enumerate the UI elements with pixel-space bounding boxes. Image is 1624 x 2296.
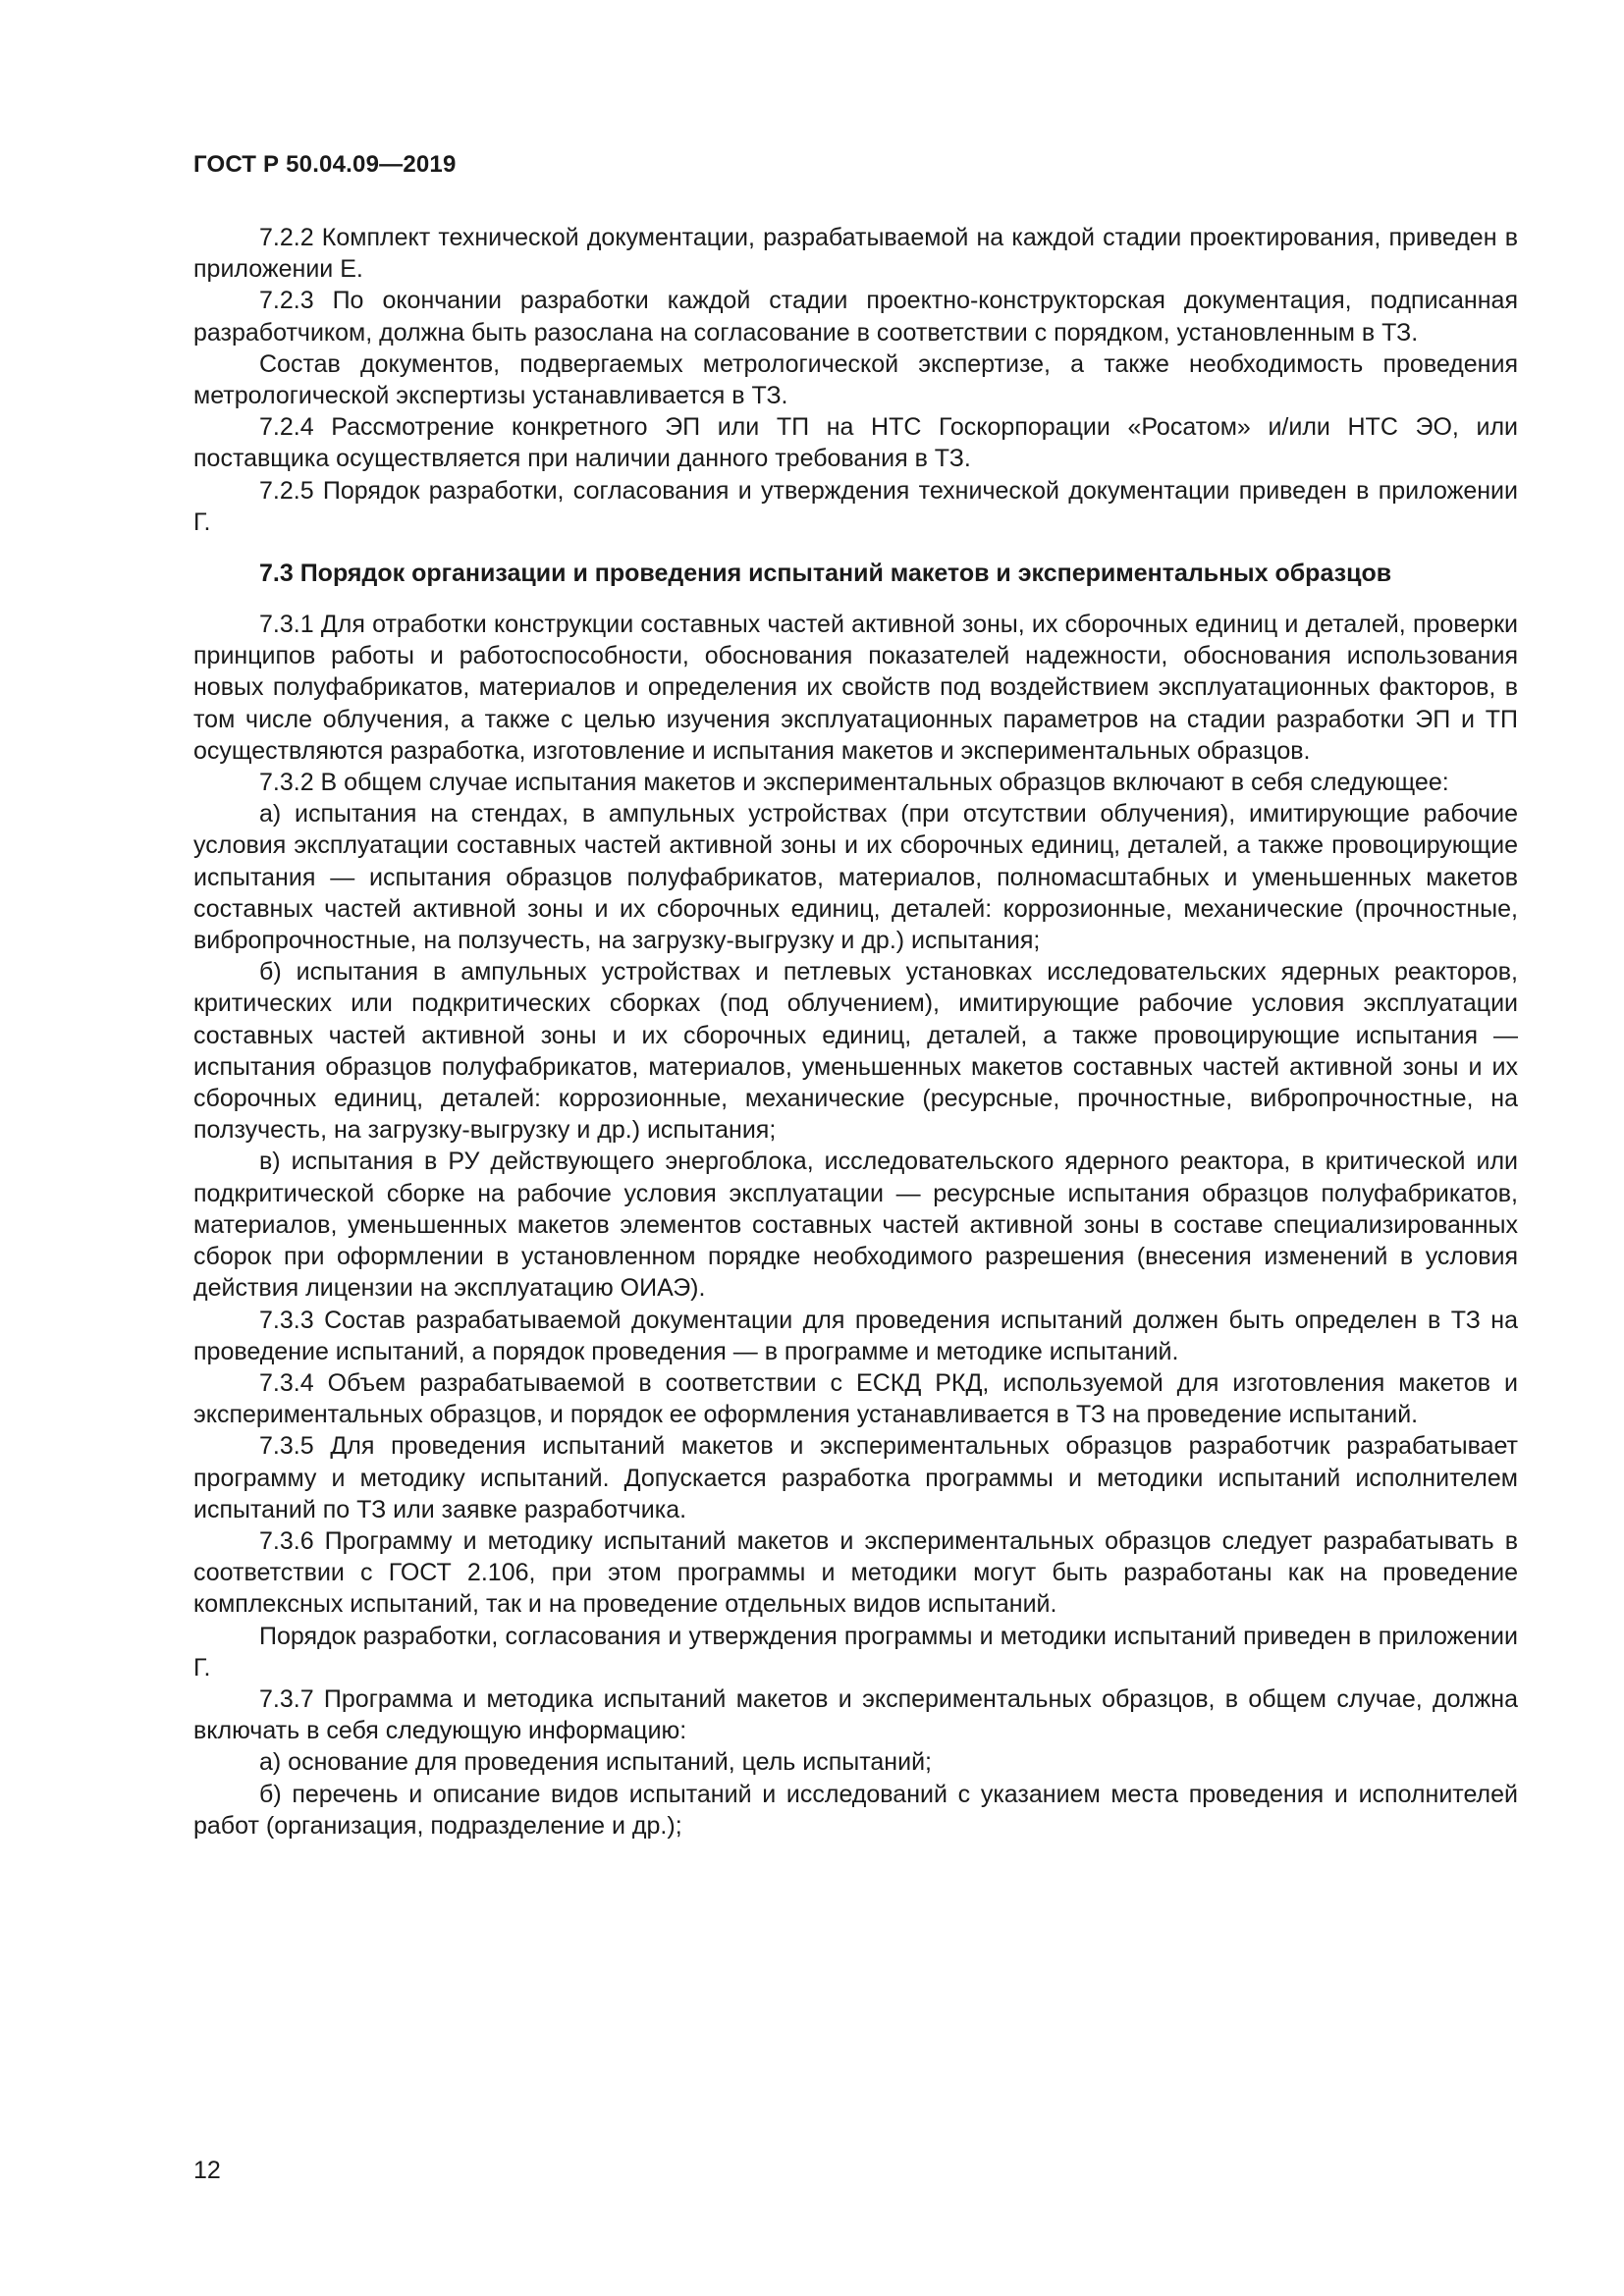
list-item-a-basis: а) основание для проведения испытаний, цель испытаний;: [259, 1748, 932, 1777]
paragraph-7-3-3: 7.3.3 Состав разрабатываемой документации для проведения испытаний должен быть определен в ТЗ на проведение испытаний, а порядок проведения — в программе и методике испытаний.: [193, 1306, 1518, 1365]
paragraph-metrological-expertise: Состав документов, подвергаемых метрологической экспертизе, а также необходимость проведения метрологической экспертизы устанавливается в ТЗ.: [193, 349, 1518, 410]
paragraph-7-2-5: 7.2.5 Порядок разработки, согласования и утверждения технической документации приведен в приложении Г.: [193, 476, 1518, 536]
paragraph-7-2-4: 7.2.4 Рассмотрение конкретного ЭП или ТП на НТС Госкорпорации «Росатом» и/или НТС ЭО, или поставщика осуществляется при наличии данного требования в ТЗ.: [193, 413, 1518, 473]
list-item-v-reactor-tests: в) испытания в РУ действующего энергоблока, исследовательского ядерного реактора, в критической или подкритической сборке на рабочие условия эксплуатации — ресурсные испытания образцов полуфабрикатов, материалов, уменьшенных макетов элементов составных частей активной зоны в составе специализированных сборок при оформлении в установленном порядке необходимого разрешения (внесения изменений в условия действия лицензии на эксплуатацию ОИАЭ).: [193, 1148, 1518, 1303]
list-item-b-test-types: б) перечень и описание видов испытаний и исследований с указанием места проведения и исполнителей работ (организация, подразделение и др.);: [193, 1780, 1518, 1840]
document-body: [193, 222, 1518, 1842]
paragraph-7-2-3: 7.2.3 По окончании разработки каждой стадии проектно-конструкторская документация, подписанная разработчиком, должна быть разослана на согласование в соответствии с порядком, установленным в ТЗ.: [193, 287, 1518, 347]
paragraph-7-3-1: 7.3.1 Для отработки конструкции составных частей активной зоны, их сборочных единиц и деталей, проверки принципов работы и работоспособности, обоснования показателей надежности, обоснования использования новых полуфабрикатов, материалов и определения их свойств под воздействием эксплуатационных факторов, в том числе облучения, а также с целью изучения эксплуатационных параметров на стадии разработки ЭП и ТП осуществляются разработка, изготовление и испытания макетов и экспериментальных образцов.: [193, 611, 1518, 765]
page-number: 12: [193, 2157, 221, 2184]
paragraph-program-procedure: Порядок разработки, согласования и утверждения программы и методики испытаний приведен в приложении Г.: [193, 1622, 1518, 1682]
paragraph-7-3-6: 7.3.6 Программу и методику испытаний макетов и экспериментальных образцов следует разрабатывать в соответствии с ГОСТ 2.106, при этом программы и методики могут быть разработаны как на проведение комплексных испытаний, так и на проведение отдельных видов испытаний.: [193, 1526, 1518, 1619]
paragraph-7-3-7: 7.3.7 Программа и методика испытаний макетов и экспериментальных образцов, в общем случае, должна включать в себя следующую информацию:: [193, 1684, 1518, 1745]
paragraph-7-3-2: 7.3.2 В общем случае испытания макетов и экспериментальных образцов включают в себя следующее:: [259, 769, 1449, 797]
paragraph-7-2-2: 7.2.2 Комплект технической документации, разрабатываемой на каждой стадии проектирования, приведен в приложении Е.: [193, 224, 1518, 284]
document-header: ГОСТ Р 50.04.09—2019: [193, 151, 457, 178]
list-item-a-stand-tests: а) испытания на стендах, в ампульных устройствах (при отсутствии облучения), имитирующие рабочие условия эксплуатации составных частей активной зоны и их сборочных единиц, деталей, а также провоцирующие испытания — испытания образцов полуфабрикатов, материалов, полномасштабных и уменьшенных макетов составных частей активной зоны и их сборочных единиц, деталей: коррозионные, механические (прочностные, вибропрочностные, на ползучесть, на загрузку-выгрузку и др.) испытания;: [193, 800, 1518, 955]
section-heading-7-3: 7.3 Порядок организации и проведения испытаний макетов и экспериментальных образцов: [259, 560, 1392, 588]
paragraph-7-3-4: 7.3.4 Объем разрабатываемой в соответствии с ЕСКД РКД, используемой для изготовления макетов и экспериментальных образцов, и порядок ее оформления устанавливается в ТЗ на проведение испытаний.: [193, 1368, 1518, 1429]
list-item-b-ampoule-tests: б) испытания в ампульных устройствах и петлевых установках исследовательских ядерных реакторов, критических или подкритических сборках (под облучением), имитирующие рабочие условия эксплуатации составных частей активной зоны и их сборочных единиц, деталей, а также провоцирующие испытания — испытания образцов полуфабрикатов, материалов, уменьшенных макетов составных частей активной зоны и их сборочных единиц, деталей: коррозионные, механические (ресурсные, прочностные, вибропрочностные, на ползучесть, на загрузку-выгрузку и др.) испытания;: [193, 958, 1518, 1145]
paragraph-7-3-5: 7.3.5 Для проведения испытаний макетов и экспериментальных образцов разработчик разрабатывает программу и методику испытаний. Допускается разработка программы и методики испытаний исполнителем испытаний по ТЗ или заявке разработчика.: [193, 1432, 1518, 1523]
